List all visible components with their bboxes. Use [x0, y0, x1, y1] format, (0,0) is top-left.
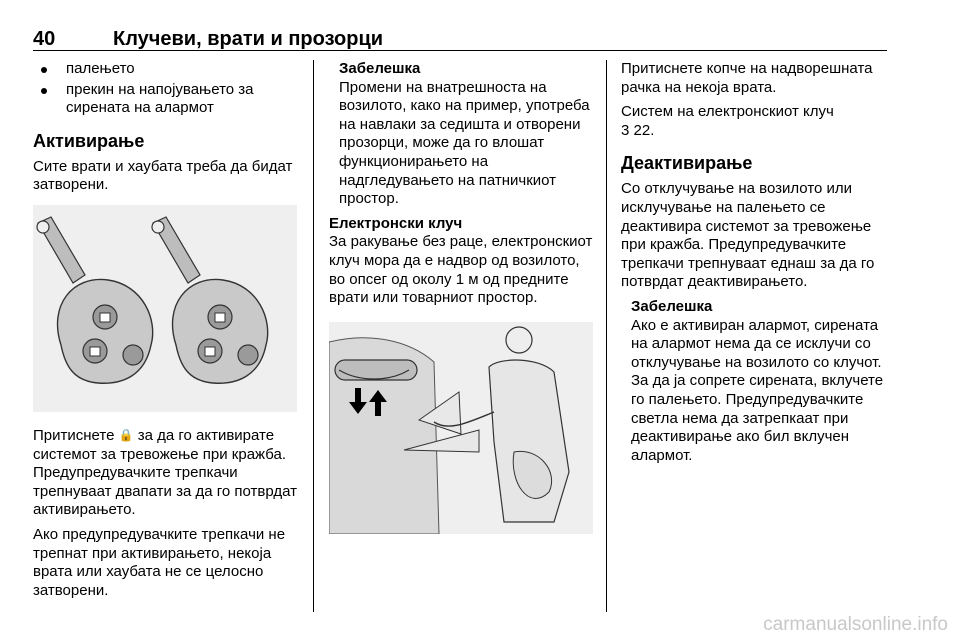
paragraph-activate: Притиснете 🔒 за да го активирате системот за тревожење при кражба. Предупредувачките трепкачи трепнуваат двапати за да го потврдат активирањето. — [33, 426, 298, 519]
electronic-key-door-illustration — [329, 322, 593, 534]
door-svg — [329, 322, 593, 534]
paragraph: Сите врати и хаубата треба да бидат затворени. — [33, 157, 293, 194]
lock-icon: 🔒 — [118, 427, 134, 442]
paragraph-reference: Систем на електронскиот клуч 3 22. — [621, 103, 834, 139]
column-divider-2 — [606, 60, 607, 612]
paragraph: Притиснете копче на надворешната рачка на некоја врата. — [621, 60, 873, 96]
section-heading-activation: Активирање — [33, 130, 145, 151]
bullet-item: прекин на напојувањето за сирената на алармот — [33, 81, 303, 118]
note-title: Забелешка — [631, 297, 713, 315]
column-divider-1 — [313, 60, 314, 612]
key-fobs-svg — [33, 205, 297, 412]
subheading-electronic-key: Електронски клуч — [329, 214, 463, 232]
bullet-dot — [41, 88, 47, 94]
column-3 — [621, 60, 885, 471]
column-1 — [33, 60, 303, 606]
paragraph: За ракување без раце, електронскиот клуч мора да е надвор од возилото, во опсег од околу 1 м од предните врати или товарниот простор. — [329, 233, 593, 307]
note-body: Промени на внатрешноста на возилото, како на пример, употреба на навлаки за седишта и отворени прозорци, може да го влошат функционирањето на надгледувањето на патничкиот простор. — [339, 78, 590, 208]
bullet-item: палењето — [33, 60, 303, 79]
note-body: Ако е активиран алармот, сирената на алармот нема да се исклучи со отклучување на возилото со клучот. За да ја сопрете сирената, вклучете го палењето. Предупредувачките светла нема да затрепкаат при деактивирање ако бил вклучен алармот. — [631, 316, 884, 464]
page-reference: 3 22. — [621, 121, 655, 139]
bullet-dot — [41, 67, 47, 73]
page-number: 40 — [33, 28, 56, 50]
note-title: Забелешка — [339, 60, 421, 77]
paragraph: Со отклучување на возилото или исклучување на палењето се деактивира системот за тревожење при кражба. Предупредувачките трепкачи трепнуваат еднаш за да го потврдат деактивирањето. — [621, 180, 875, 291]
watermark: carmanualsonline.info — [763, 614, 948, 635]
page-header — [33, 28, 885, 50]
note-block — [329, 60, 597, 209]
column-2 — [329, 60, 597, 548]
header-rule — [33, 50, 887, 51]
page-title: Клучеви, врати и прозорци — [113, 28, 384, 50]
section-heading-deactivation: Деактивирање — [621, 153, 753, 174]
paragraph: Ако предупредувачките трепкачи не трепнат при активирањето, некоја врата или хаубата не се целосно затворени. — [33, 525, 286, 599]
key-fob-right — [152, 217, 268, 383]
key-fob-left — [37, 217, 153, 383]
note-block — [621, 298, 885, 465]
key-fobs-illustration — [33, 205, 297, 412]
